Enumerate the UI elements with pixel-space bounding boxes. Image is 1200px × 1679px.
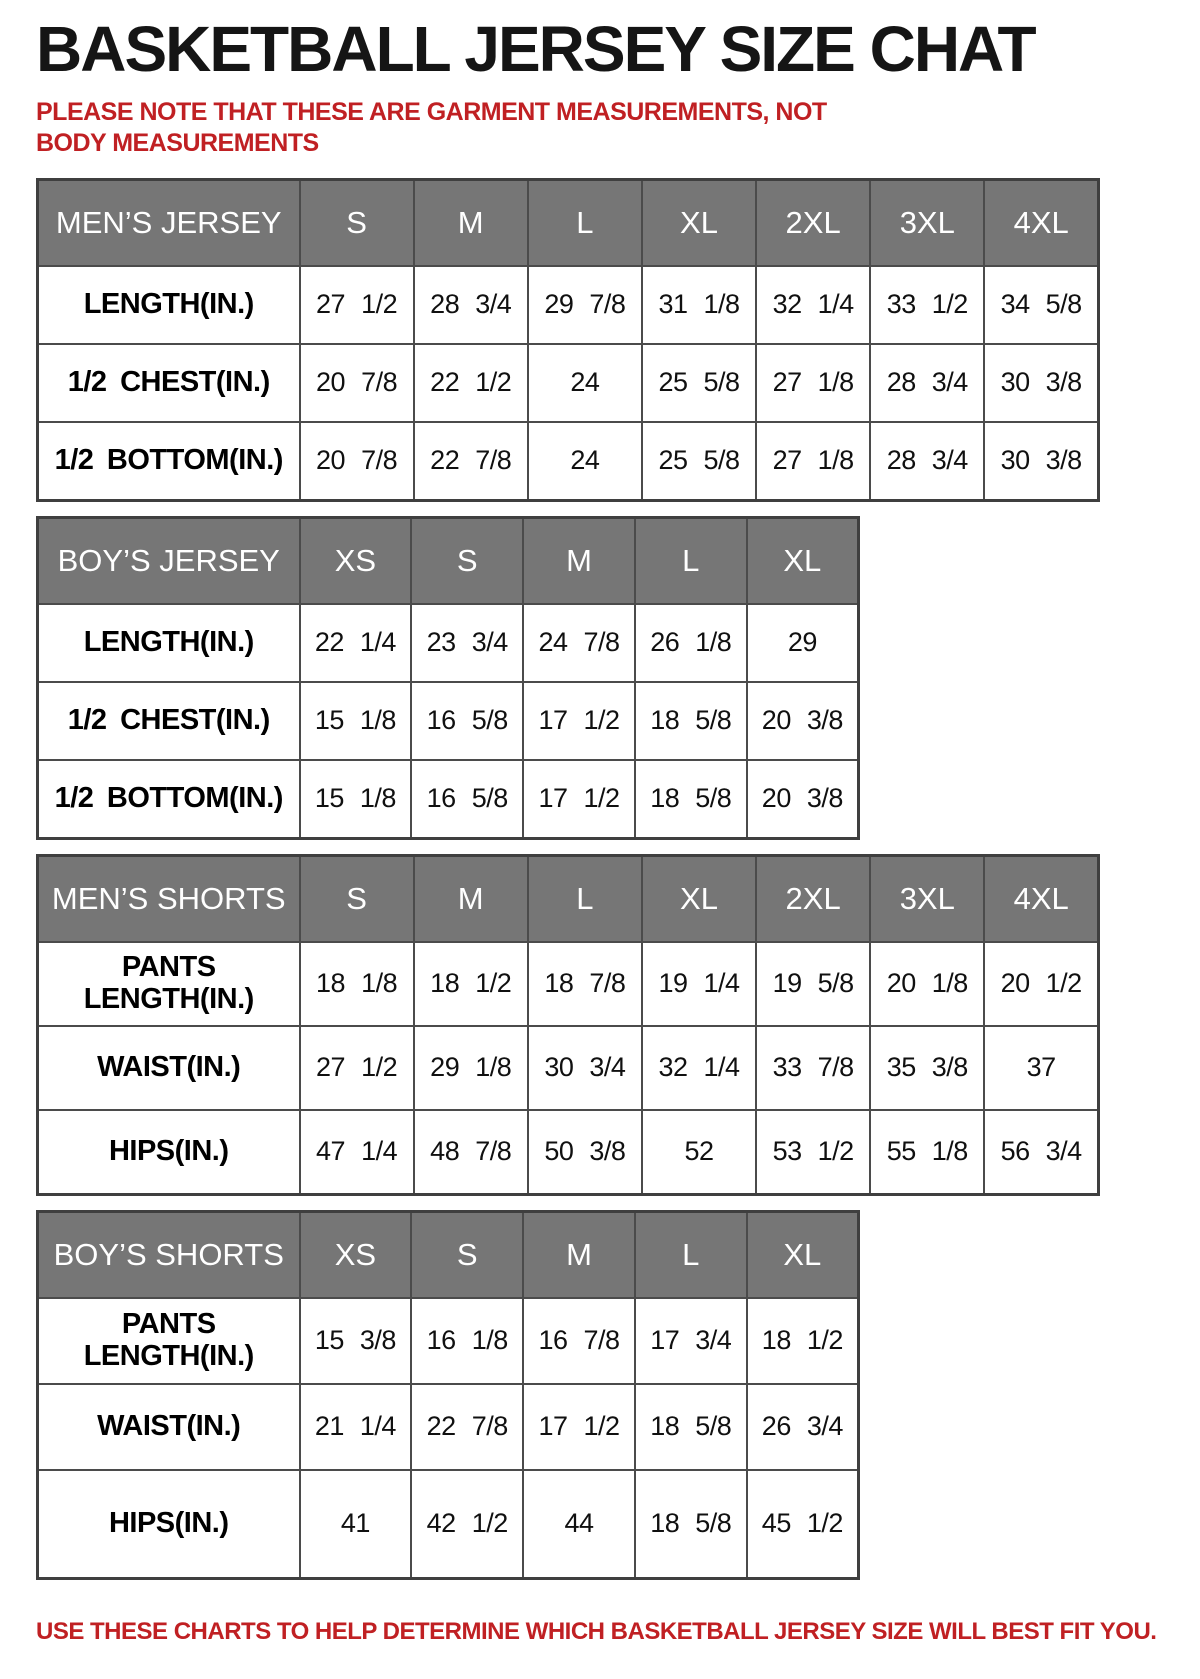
- size-value-cell: 25 5/8: [642, 344, 756, 422]
- size-value-cell: 23 3/4: [411, 604, 523, 682]
- size-value-cell: 18 5/8: [635, 1384, 747, 1470]
- size-value-cell: 17 3/4: [635, 1298, 747, 1384]
- size-value-cell: 35 3/8: [870, 1026, 984, 1110]
- size-value-cell: 18 5/8: [635, 682, 747, 760]
- mens-jersey-size-header: 3XL: [870, 179, 984, 266]
- boys-shorts-row: [38, 1470, 859, 1579]
- size-value-cell: 29: [747, 604, 859, 682]
- size-value-cell: 21 1/4: [300, 1384, 412, 1470]
- mens-jersey-row: [38, 266, 1099, 344]
- size-value-cell: 26 1/8: [635, 604, 747, 682]
- size-value-cell: 47 1/4: [300, 1110, 414, 1195]
- size-value-cell: 28 3/4: [870, 422, 984, 501]
- size-value-cell: 19 5/8: [756, 942, 870, 1026]
- boys-jersey-header-row: [38, 517, 859, 604]
- mens-shorts-size-header: XL: [642, 855, 756, 942]
- boys-shorts-size-header: S: [411, 1211, 523, 1298]
- size-value-cell: 53 1/2: [756, 1110, 870, 1195]
- boys-jersey-table: [36, 516, 1200, 840]
- size-value-cell: 22 1/4: [300, 604, 412, 682]
- mens-jersey-title-cell: MEN’S JERSEY: [38, 179, 300, 266]
- size-value-cell: 32 1/4: [756, 266, 870, 344]
- size-value-cell: 16 5/8: [411, 682, 523, 760]
- mens-shorts-size-header: 4XL: [984, 855, 1098, 942]
- row-label: PANTS LENGTH(IN.): [38, 1298, 300, 1384]
- size-value-cell: 30 3/8: [984, 344, 1098, 422]
- boys-shorts-row: [38, 1298, 859, 1384]
- size-value-cell: 33 1/2: [870, 266, 984, 344]
- mens-shorts-title-cell: MEN’S SHORTS: [38, 855, 300, 942]
- size-value-cell: 16 7/8: [523, 1298, 635, 1384]
- size-value-cell: 37: [984, 1026, 1098, 1110]
- boys-shorts-grid: [36, 1210, 860, 1580]
- size-value-cell: 20 1/2: [984, 942, 1098, 1026]
- size-value-cell: 30 3/8: [984, 422, 1098, 501]
- boys-jersey-grid: [36, 516, 860, 840]
- mens-shorts-row: [38, 1026, 1099, 1110]
- mens-jersey-size-header: 4XL: [984, 179, 1098, 266]
- mens-jersey-header-row: [38, 179, 1099, 266]
- boys-shorts-size-header: M: [523, 1211, 635, 1298]
- size-value-cell: 26 3/4: [747, 1384, 859, 1470]
- row-label: WAIST(IN.): [38, 1026, 300, 1110]
- size-value-cell: 50 3/8: [528, 1110, 642, 1195]
- size-value-cell: 42 1/2: [411, 1470, 523, 1579]
- boys-jersey-row: [38, 760, 859, 839]
- row-label: 1/2 BOTTOM(IN.): [38, 760, 300, 839]
- size-value-cell: 20 3/8: [747, 682, 859, 760]
- size-value-cell: 27 1/2: [300, 266, 414, 344]
- size-value-cell: 45 1/2: [747, 1470, 859, 1579]
- size-value-cell: 19 1/4: [642, 942, 756, 1026]
- size-value-cell: 20 1/8: [870, 942, 984, 1026]
- boys-shorts-table: [36, 1210, 1200, 1580]
- row-label: LENGTH(IN.): [38, 604, 300, 682]
- page-title: BASKETBALL JERSEY SIZE CHAT: [36, 13, 1035, 85]
- size-value-cell: 17 1/2: [523, 760, 635, 839]
- size-value-cell: 32 1/4: [642, 1026, 756, 1110]
- size-value-cell: 28 3/4: [870, 344, 984, 422]
- size-value-cell: 56 3/4: [984, 1110, 1098, 1195]
- mens-jersey-size-header: 2XL: [756, 179, 870, 266]
- mens-jersey-size-header: L: [528, 179, 642, 266]
- mens-shorts-size-header: L: [528, 855, 642, 942]
- size-value-cell: 17 1/2: [523, 682, 635, 760]
- row-label: 1/2 BOTTOM(IN.): [38, 422, 300, 501]
- boys-jersey-size-header: XS: [300, 517, 412, 604]
- size-value-cell: 29 1/8: [414, 1026, 528, 1110]
- mens-jersey-row: [38, 344, 1099, 422]
- size-value-cell: 31 1/8: [642, 266, 756, 344]
- mens-shorts-header-row: [38, 855, 1099, 942]
- size-value-cell: 52: [642, 1110, 756, 1195]
- boys-shorts-size-header: XS: [300, 1211, 412, 1298]
- mens-jersey-size-header: XL: [642, 179, 756, 266]
- size-value-cell: 29 7/8: [528, 266, 642, 344]
- mens-shorts-size-header: S: [300, 855, 414, 942]
- size-value-cell: 22 7/8: [414, 422, 528, 501]
- boys-shorts-row: [38, 1384, 859, 1470]
- size-value-cell: 30 3/4: [528, 1026, 642, 1110]
- mens-shorts-size-header: 2XL: [756, 855, 870, 942]
- size-value-cell: 34 5/8: [984, 266, 1098, 344]
- size-value-cell: 18 5/8: [635, 760, 747, 839]
- boys-jersey-size-header: S: [411, 517, 523, 604]
- boys-shorts-size-header: XL: [747, 1211, 859, 1298]
- footer-note: USE THESE CHARTS TO HELP DETERMINE WHICH BASKETBALL JERSEY SIZE WILL BEST FIT YOU.: [36, 1617, 1157, 1645]
- size-value-cell: 24: [528, 344, 642, 422]
- size-value-cell: 25 5/8: [642, 422, 756, 501]
- row-label: LENGTH(IN.): [38, 266, 300, 344]
- size-value-cell: 22 1/2: [414, 344, 528, 422]
- size-value-cell: 44: [523, 1470, 635, 1579]
- boys-jersey-size-header: M: [523, 517, 635, 604]
- size-value-cell: 27 1/8: [756, 344, 870, 422]
- size-value-cell: 18 5/8: [635, 1470, 747, 1579]
- mens-jersey-size-header: S: [300, 179, 414, 266]
- size-value-cell: 22 7/8: [411, 1384, 523, 1470]
- mens-jersey-table: [36, 178, 1200, 502]
- garment-measurement-note: PLEASE NOTE THAT THESE ARE GARMENT MEASUREMENTS, NOT BODY MEASUREMENTS: [36, 98, 827, 158]
- boys-jersey-title-cell: BOY’S JERSEY: [38, 517, 300, 604]
- size-value-cell: 18 1/2: [747, 1298, 859, 1384]
- row-label: HIPS(IN.): [38, 1470, 300, 1579]
- row-label: HIPS(IN.): [38, 1110, 300, 1195]
- size-value-cell: 20 7/8: [300, 344, 414, 422]
- boys-shorts-title-cell: BOY’S SHORTS: [38, 1211, 300, 1298]
- size-value-cell: 24: [528, 422, 642, 501]
- boys-jersey-row: [38, 604, 859, 682]
- size-value-cell: 41: [300, 1470, 412, 1579]
- mens-jersey-grid: [36, 178, 1100, 502]
- size-value-cell: 24 7/8: [523, 604, 635, 682]
- mens-shorts-table: [36, 854, 1200, 1196]
- boys-jersey-size-header: L: [635, 517, 747, 604]
- size-value-cell: 55 1/8: [870, 1110, 984, 1195]
- row-label: PANTS LENGTH(IN.): [38, 942, 300, 1026]
- mens-shorts-size-header: 3XL: [870, 855, 984, 942]
- size-value-cell: 20 7/8: [300, 422, 414, 501]
- row-label: 1/2 CHEST(IN.): [38, 344, 300, 422]
- mens-shorts-row: [38, 1110, 1099, 1195]
- size-value-cell: 33 7/8: [756, 1026, 870, 1110]
- size-value-cell: 16 1/8: [411, 1298, 523, 1384]
- mens-shorts-grid: [36, 854, 1100, 1196]
- size-value-cell: 15 3/8: [300, 1298, 412, 1384]
- size-value-cell: 15 1/8: [300, 760, 412, 839]
- size-value-cell: 20 3/8: [747, 760, 859, 839]
- size-value-cell: 18 1/2: [414, 942, 528, 1026]
- mens-shorts-row: [38, 942, 1099, 1026]
- size-value-cell: 18 7/8: [528, 942, 642, 1026]
- boys-shorts-size-header: L: [635, 1211, 747, 1298]
- mens-jersey-row: [38, 422, 1099, 501]
- size-value-cell: 48 7/8: [414, 1110, 528, 1195]
- row-label: 1/2 CHEST(IN.): [38, 682, 300, 760]
- mens-shorts-size-header: M: [414, 855, 528, 942]
- size-value-cell: 18 1/8: [300, 942, 414, 1026]
- boys-shorts-header-row: [38, 1211, 859, 1298]
- size-value-cell: 27 1/2: [300, 1026, 414, 1110]
- row-label: WAIST(IN.): [38, 1384, 300, 1470]
- boys-jersey-row: [38, 682, 859, 760]
- size-value-cell: 28 3/4: [414, 266, 528, 344]
- size-value-cell: 16 5/8: [411, 760, 523, 839]
- mens-jersey-size-header: M: [414, 179, 528, 266]
- size-value-cell: 15 1/8: [300, 682, 412, 760]
- size-value-cell: 27 1/8: [756, 422, 870, 501]
- size-value-cell: 17 1/2: [523, 1384, 635, 1470]
- boys-jersey-size-header: XL: [747, 517, 859, 604]
